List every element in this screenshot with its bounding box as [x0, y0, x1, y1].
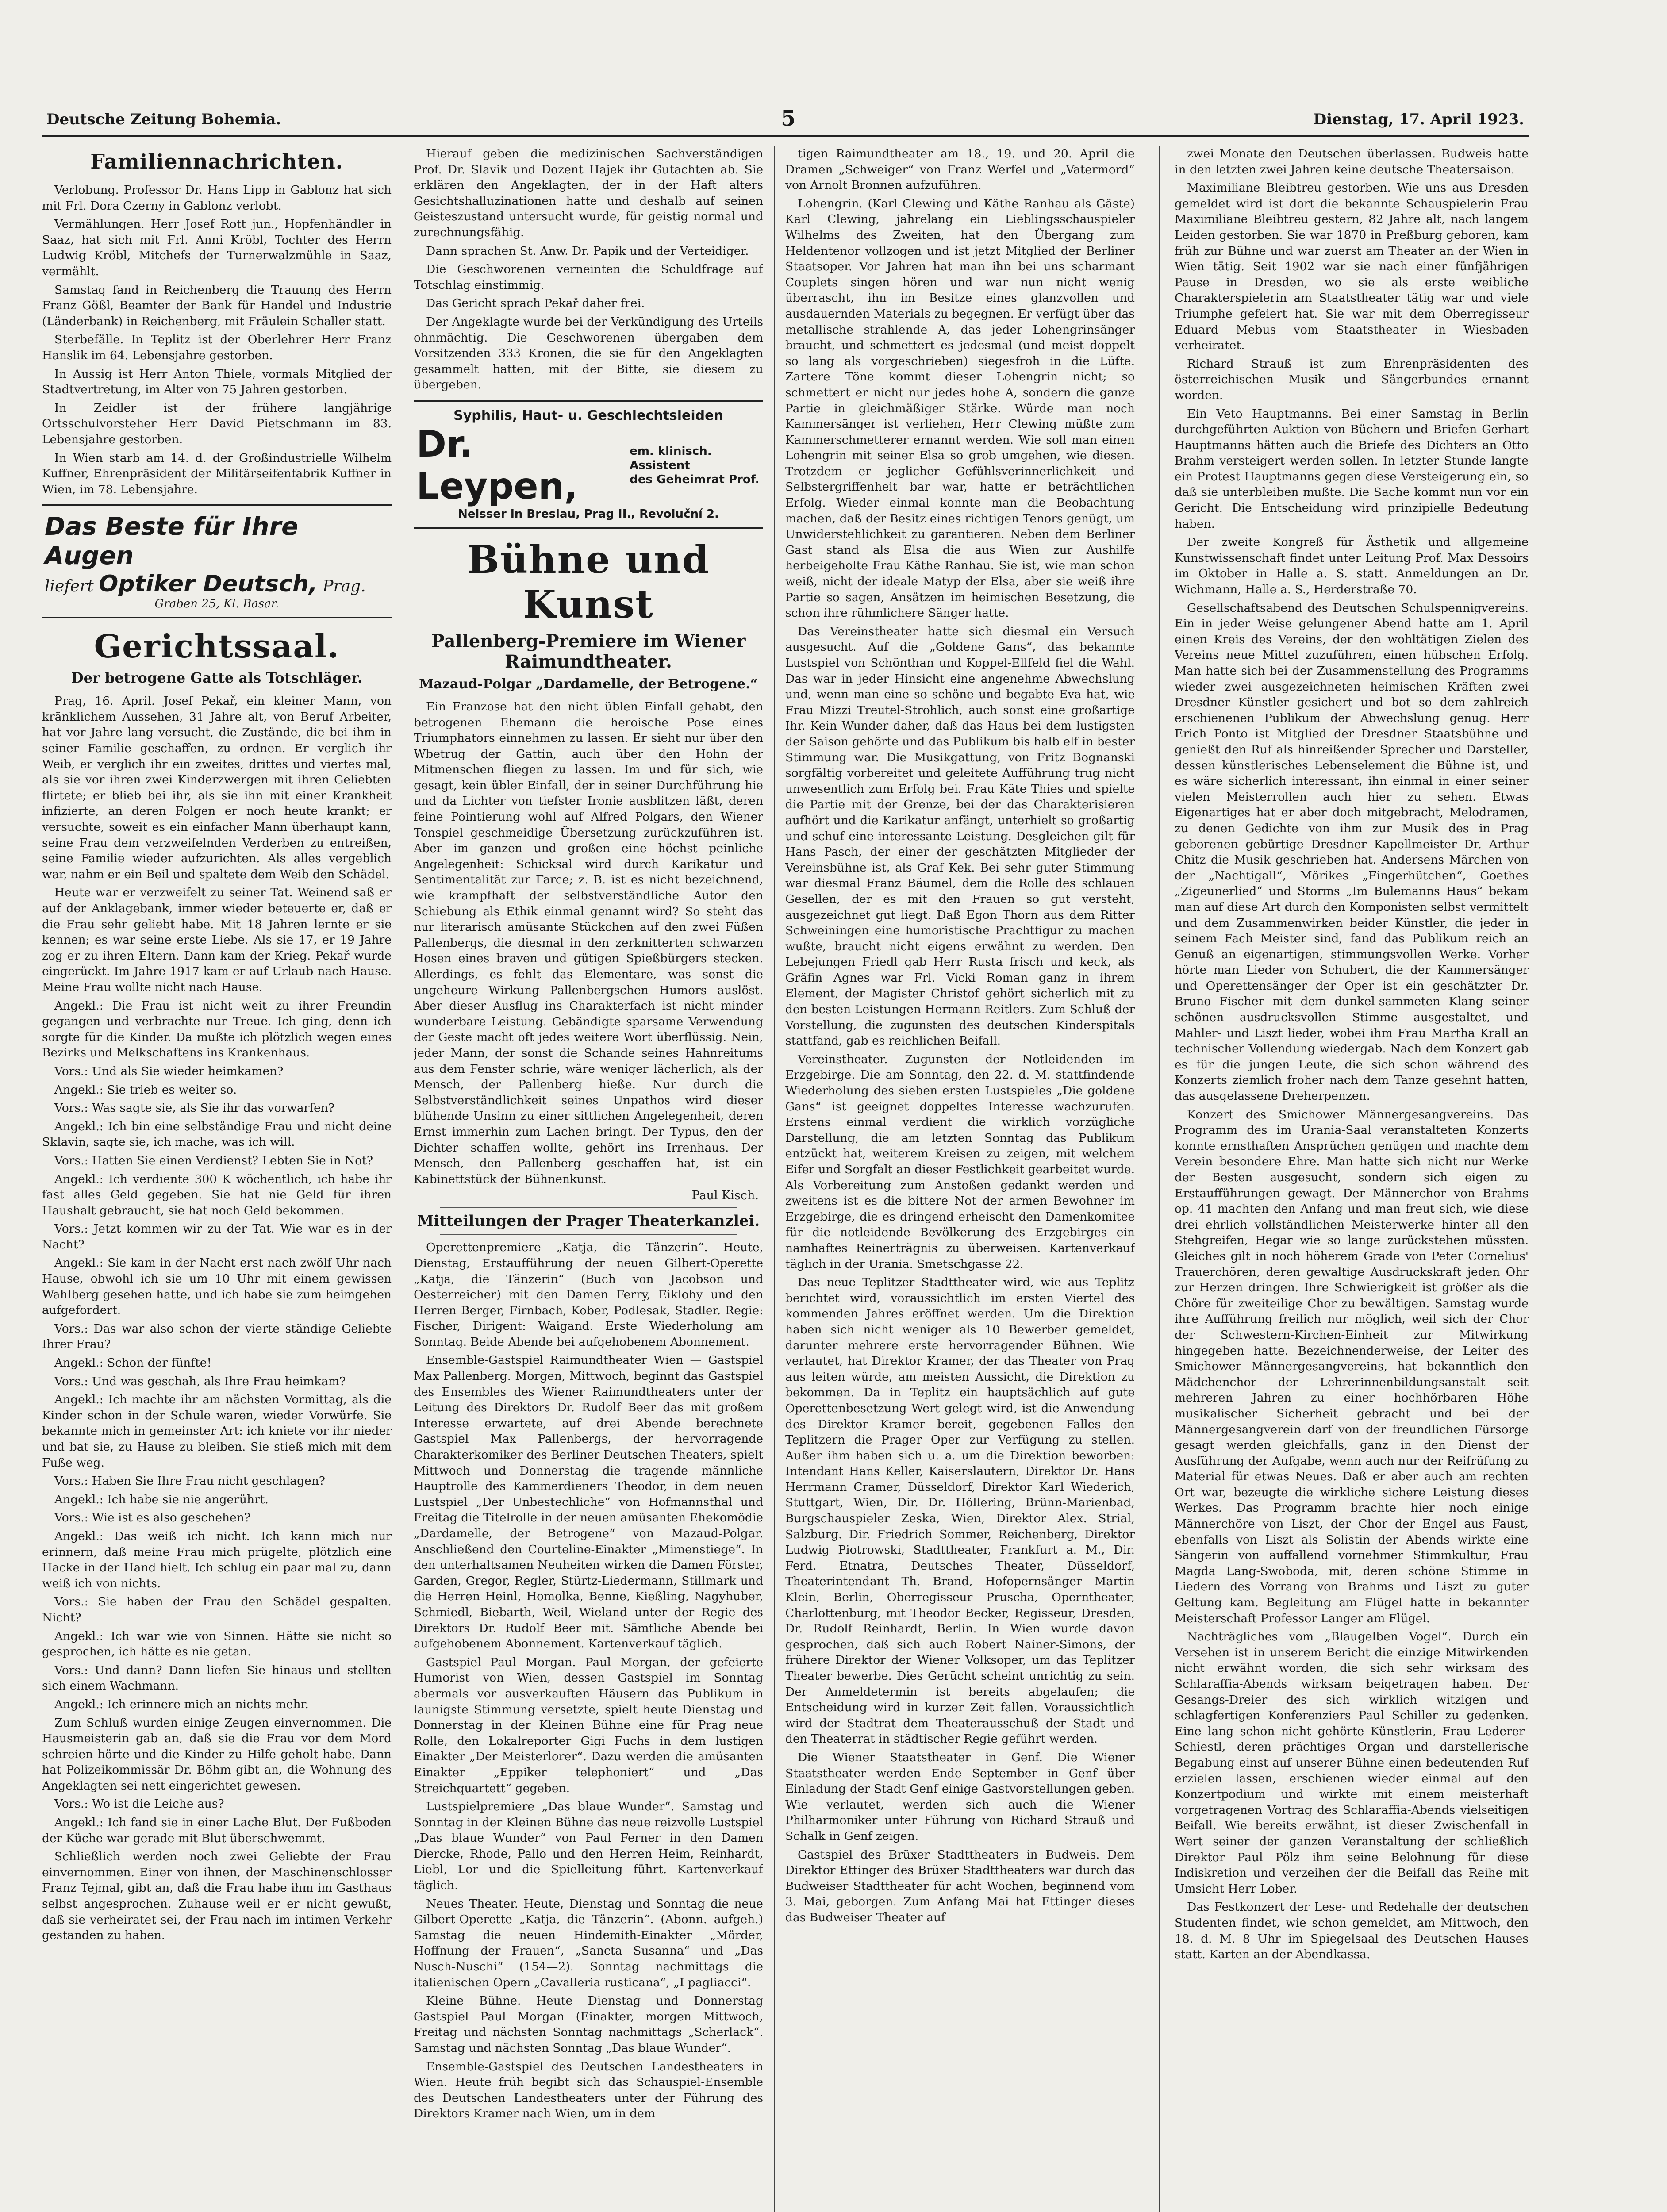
culture-news-item: Ein Veto Hauptmanns. Bei einer Samstag in Berlin durchgeführten Auktion von Büchern und Briefen Gerhart Hauptmanns hätten auch die Briefe des Dichters an Otto Brahm versteigert werden sollen. In letzter Stunde langte ein Protest Hauptmanns gegen diese Versteigerung ein, so daß sie unterbleiben mußte. Die Sache kommt nun vor ein Gericht. Die Entscheidung wird prinzipielle Bedeutung haben.	[1175, 407, 1529, 531]
column-3	[785, 146, 1135, 2212]
court-continued: Der Angeklagte wurde bei der Verkündigung des Urteils ohnmächtig. Die Geschworenen übergaben dem Vorsitzenden 333 Kronen, die sie für den Angeklagten gesammelt hatten, mit der Bitte, sie diesem zu übergeben.	[414, 315, 763, 392]
court-heading: Gerichtssaal.	[94, 627, 340, 665]
theater-notice: Operettenpremiere „Katja, die Tänzerin“. Heute, Dienstag, Erstaufführung der neuen Gilbert-Operette „Katja, die Tänzerin“ (Buch von Jacobson und Oesterreicher) mit den Damen Ferry, Eiklohy und den Herren Berger, Firnbach, Kober, Podlesak, Stadler. Regie: Fischer, Dirigent: Waigand. Erste Wiederholung am Sonntag. Beide Abende bei aufgehobenem Abonnement.	[414, 1240, 763, 1349]
theater-notice: Lustspielpremiere „Das blaue Wunder“. Samstag und Sonntag in der Kleinen Bühne das neue reizvolle Lustspiel „Das blaue Wunder“ von Paul Ferner in den Damen Diercke, Rhode, Pallo und den Herren Heim, Reinhardt, Liebl, Lor und die Spielleitung führt. Kartenverkauf täglich.	[414, 1800, 763, 1893]
court-paragraph: Angekl.: Die Frau ist nicht weit zu ihrer Freundin gegangen und verbrachte nur Treue. Ich ging, denn ich sorgte für die Kinder. Da mußte ich plötzlich wegen eines Bezirks und Melkschaftens ins Krankenhaus.	[42, 998, 392, 1060]
theater-article: Lohengrin. (Karl Clewing und Käthe Ranhau als Gäste) Karl Clewing, jahrelang ein Lieblingsschauspieler Wilhelms des Zweiten, hat den Übergang zum Heldentenor vollzogen und ist jetzt Mitglied der Berliner Staatsoper. Vor Jahren hat man ihn bei uns scharmant Couplets singen hören und war nun nicht wenig überrascht, ihn im Besitze eines glanzvollen und ausdauernden Materials zu begegnen. Er verfügt über das metallische strahlende A, das jeder Lohengrinsänger braucht, und schmettert es jedesmal (und meist doppelt so lang als vorgeschrieben) siegesfroh in die Lüfte. Zartere Töne kommt dieser Lohengrin nicht; so schmettert er nicht nur jedes hohe A, sondern die ganze Partie in gleichmäßiger Stärke. Würde man noch Kammersänger ist verliehen, Herr Clewing müßte zum Kammerschmetterer ernannt werden. Wie soll man einen Lohengrin mit seiner Elsa so grob umgehen, wie diesen. Trotzdem er jeglicher Gefühlsverinnerlichkeit und Selbstergriffenheit bar war, hatte er beträchtlichen Erfolg. Wieder einmal konnte man die Beobachtung machen, daß der Besitz eines richtigen Tenors genügt, um Unwiderstehlichkeit zu garantieren. Neben dem Berliner Gast stand als Elsa die aus Wien zur Aushilfe herbeigeholte Frau Käthe Ranhau. Sie ist, wie man schon weiß, nicht der ideale Matyp der Elsa, aber sie weiß ihre Partie so sagen, Ansätzen im heimischen Besetzung, die schon ihre rühmlichere Sänger hatte.	[785, 196, 1135, 620]
ad-address: Graben 25, Kl. Basar.	[154, 597, 279, 611]
culture-news-item: Konzert des Smichower Männergesangvereins. Das Programm des im Urania-Saal veranstalteten Konzerts konnte ernsthaften Ansprüchen genügen und machte dem Verein besondere Ehre. Man hatte sich nicht nur Werke der Besten ausgesucht, sondern sich eigen zu Erstaufführungen gewagt. Der Männerchor von Brahms op. 41 machten den Anfang und man freut sich, wie diese drei ehrlich vollständlichen Meisterwerke hinter all den Stehgreifen, Hegar wie so lange zurückstehen müssten. Gleiches gilt in noch höherem Grade von Peter Cornelius' Trauerchören, deren gewaltige Ausdruckskraft jeden Ohr zur Herzen dringen. Ihre Schwierigkeit ist größer als die Chöre für zweiteilige Chor zu bewältigen. Samstag wurde ihre Aufführung freilich nur möglich, weil sich der Chor der Schwestern-Kirchen-Einheit zur Mitwirkung hingegeben hatte. Bezeichnenderweise, der Leiter des Smichower Männergesangvereins, hat bekanntlich den Mädchenchor der Lehrerinnenbildungsanstalt seit mehreren Jahren zu einer hochhörbaren Höhe musikalischer Sicherheit gebracht und bei der Männergesangverein darf von der freundlichen Fürsorge gesagt werden gleichfalls, ganz in den Dienst der Ausführung der Aufgabe, wenn auch nur der Reifrüfung zu Material für etwas Neues. Daß er aber auch am rechten Ort war, bezeugte die wirkliche sichere Leistung dieses Werkes. Das Programm brachte hier noch einige Männerchöre von Liszt, der Chor der Engel aus Faust, ebenfalls von Liszt als Solistin der Abends wirkte eine Sängerin von auffallend vornehmer Stimmkultur, Frau Magda Lang-Swoboda, mit, deren schöne Stimme in Liedern des Vorrang von Brahms und Liszt zu guter Geltung kam. Begleitung am Flügel hatte in bekannter Meisterschaft Professor Langer am Flügel.	[1175, 1107, 1529, 1625]
family-news-item: In Zeidler ist der frühere langjährige Ortsschulvorsteher Herr David Pietschmann im 83. Lebensjahre gestorben.	[42, 401, 392, 446]
theater-notice: Kleine Bühne. Heute Dienstag und Donnerstag Gastspiel Paul Morgan (Einakter, morgen Mittwoch, Freitag und nächsten Sonntag nachmittags „Scherlack“. Samstag und nächsten Sonntag „Das blaue Wunder“.	[414, 1994, 763, 2055]
column-separator	[1159, 146, 1160, 2212]
theater-notice: Gastspiel Paul Morgan. Paul Morgan, der gefeierte Humorist von Wien, dessen Gastspiel im Sonntag abermals vor ausverkauften Häusern das Publikum in launigste Stimmung versetzte, spielt heute Dienstag und Donnerstag in der Kleinen Bühne eine für Prag neue Rolle, den Lokalreporter Gigi Fuchs in dem lustigen Einakter „Der Meisterlorer“. Dazu werden die amüsanten Einakter „Eppiker telephoniert“ und „Das Streichquartett“ gegeben.	[414, 1655, 763, 1795]
ad-headline: Das Beste für Ihre Augen	[45, 512, 298, 571]
court-paragraph: Vors.: Und dann? Dann liefen Sie hinaus und stellten sich einem Wachmann.	[42, 1663, 392, 1693]
premiere-review: Ein Franzose hat den nicht üblen Einfall gehabt, den betrogenen Ehemann die heroische Pose eines Triumphators einnehmen zu lassen. Er sieht nur über den Wbetrug der Gattin, auch über den Hohn der Mitmenschen fliegen zu lassen. Im und für sich, wie gesagt, kein übler Einfall, der in seiner Durchführung hie und da Lichter von tiefster Ironie ausblitzen läßt, deren feine Pointierung wohl auf Alfred Polgars, den Wiener Tonspiel geschmeidige Übersetzung zurückzuführen ist. Aber im ganzen und großen eine höchst peinliche Angelegenheit: Schicksal wird durch Karikatur und Sentimentalität zur Farce; z. B. ist es nicht bezeichnend, wie krampfhaft der selbstverständliche Autor den Schiebung als Ethik einmal genannt wird? So steht das nur literarisch amüsante Stückchen auf den zwei Füßen Pallenbergs, die diesmal in den zerknitterten schwarzen Hosen eines braven und gütigen Spießbürgers stecken. Allerdings, es fehlt das Elementare, was sonst die ungeheure Wirkung Pallenbergschen Humors auslöst. Aber dieser Ausflug ins Charakterfach ist nicht minder wunderbare Leistung. Gebändigte sparsame Verwendung der Geste macht oft jedes weitere Wort überflüssig. Nein, jeder Mann, der sonst die Schande seines Hahnreitums aus dem Fenster schrie, wäre weniger lächerlich, als der Mensch, der Pallenberg hieße. Nur durch die Selbstverständlichkeit seines Unpathos wird dieser blühende Unsinn zu einer sittlichen Angelegenheit, deren Ernst immerhin zum Lachen bringt. Der Typus, den der Dichter schaffen wollte, gehört ins Irrenhaus. Der Mensch, den Pallenberg geschaffen hat, ist ein Kabinettstück der Bühnenkunst.	[414, 699, 763, 1186]
theater-article: Das Vereinstheater hatte sich diesmal ein Versuch ausgesucht. Auf die „Goldene Gans“, das bekannte Lustspiel von Schönthan und Koppel-Ellfeld fiel die Wahl. Das war in jeder Hinsicht eine angenehme Abwechslung und, wenn man eine so schöne und begabte Eva hat, wie Frau Mizzi Treutel-Strohlich, auch sonst eine großartige Ihr. Kein Wunder daher, daß das Haus bei dem lustigsten der Saison gehörte und das Publikum bis halb elf in bester Stimmung war. Die Musikgattung, von Fritz Bognanski sorgfältig vorbereitet und geleitete Aufführung trug nicht unwesentlich zum Erfolg bei. Frau Käte Thies und spielte die Partie mit der Grenze, bei der das Charakterisieren aufhört und die Karikatur anfängt, unterhielt so großartig und schuf eine interessante Leistung. Desgleichen gilt für Hans Pasch, der einer der geschätzten Mitglieder der Vereinsbühne ist, als Graf Kek. Bei sehr guter Stimmung war diesmal Franz Bäumel, dem die Rolle des schlauen Gesellen, der es mit den Frauen so gut versteht, ausgezeichnet gut liegt. Daß Egon Thorn aus dem Ritter Schweiningen eine humoristische Prachtfigur zu machen wußte, braucht nicht eigens erwähnt zu werden. Den Lebejungen Friedl gab Herr Rusta frisch und keck, als Gräfin Agnes war Frl. Vicki Roman ganz in ihrem Element, der Magister Christof gehört sicherlich mit zu den besten Leistungen Hermann Reitlers. Zum Schluß der Vorstellung, die zugunsten des deutschen Kinderspitals stattfand, gab es reichlichen Beifall.	[785, 624, 1135, 1048]
court-paragraph: Vors.: Wie ist es also geschehen?	[54, 1511, 251, 1525]
court-paragraph: Vors.: Jetzt kommen wir zu der Tat. Wie war es in der Nacht?	[42, 1222, 392, 1252]
court-paragraph: Angekl.: Ich war wie von Sinnen. Hätte sie nicht so gesprochen, ich hätte es nie getan.	[42, 1629, 392, 1659]
family-news-item: In Aussig ist Herr Anton Thiele, vormals Mitglied der Stadtvertretung, im Alter von 75 Jahren gestorben.	[42, 367, 392, 397]
court-continued: Die Geschworenen verneinten die Schuldfrage auf Totschlag einstimmig.	[414, 262, 763, 292]
culture-news-item: Nachträgliches vom „Blaugelben Vogel“. Durch ein Versehen ist in unserem Bericht die einzige Mitwirkenden nicht erwähnt worden, die sich sehr wirksam des Schlaraffia-Abends wirksam beigetragen haben. Der Gesangs-Dreier des sich wirklich witzigen und schlagfertigen Konferenziers Paul Schiller zu gedenken. Eine lang schon nicht gehörte Künstlerin, Frau Lederer-Schiestl, deren prächtiges Organ und darstellerische Begabung einst auf unserer Bühne einen bedeutenden Ruf erzielen lassen, erschienen wieder einmal auf den Konzertpodium und wirkte mit einem meisterhaft vorgetragenen Vortrag des Schlaraffia-Abends vielseitigen Beifall. Wie bereits erwähnt, ist dieser Zwischenfall in Wert seiner der ganzen Veranstaltung der schließlich Direktor Paul Pölz ihm seine Belohnung für diese Indiskretion und verzeihen der die Beifall das Reihe mit Umsicht Herr Lober.	[1175, 1630, 1529, 1896]
court-paragraph: Angekl.: Sie trieb es weiter so.	[54, 1083, 237, 1097]
premiere-subheading: Mazaud-Polgar „Dardamelle, der Betrogene.“	[419, 676, 758, 692]
issue-date: Dienstag, 17. April 1923.	[1313, 111, 1524, 128]
column-2	[414, 146, 763, 2212]
ad-pre: liefert	[45, 577, 94, 596]
family-news-item: Verlobung. Professor Dr. Hans Lipp in Gablonz hat sich mit Frl. Dora Czerny in Gablonz verlobt.	[42, 183, 392, 213]
court-paragraph: Vors.: Das war also schon der vierte ständige Geliebte Ihrer Frau?	[42, 1321, 392, 1352]
court-paragraph: Heute war er verzweifelt zu seiner Tat. Weinend saß er auf der Anklagebank, immer wieder beteuerte er, daß er die Frau sehr geliebt habe. Mit 18 Jahren lernte er sie kennen; es war seine erste Liebe. Als sie 17, er 19 Jahre zog er zu ihren Eltern. Dann kam der Krieg. Pekař wurde eingerückt. Im Jahre 1917 kam er auf Urlaub nach Hause. Meine Frau wollte nicht nach Hause.	[42, 886, 392, 994]
court-paragraph: Vors.: Sie haben der Frau den Schädel gespalten. Nicht?	[42, 1595, 392, 1624]
court-paragraph: Angekl.: Ich fand sie in einer Lache Blut. Der Fußboden der Küche war gerade mit Blut überschwemmt.	[42, 1816, 392, 1845]
theater-notice: Neues Theater. Heute, Dienstag und Sonntag die neue Gilbert-Operette „Katja, die Tänzerin“. (Abonn. aufgeh.) Samstag die neuen Hindemith-Einakter „Mörder, Hoffnung der Frauen“, „Sancta Susanna“ und „Das Nusch-Nuschi“ (154—2). Sonntag nachmittags die italienischen Opern „Cavalleria rusticana“, „I pagliacci“.	[414, 1897, 763, 1989]
family-news-item: In Wien starb am 14. d. der Großindustrielle Wilhelm Kuffner, Ehrenpräsident der Militärseifenfabrik Kuffner in Wien, im 78. Lebensjahre.	[42, 451, 392, 496]
section-divider	[440, 1234, 737, 1235]
ad-topic: Syphilis, Haut- u. Geschlechtsleiden	[453, 407, 723, 423]
ad-title-line-1: em. klinisch. Assistent	[630, 444, 712, 472]
court-paragraph: Angekl.: Ich erinnere mich an nichts mehr.	[54, 1697, 309, 1711]
review-signature: Paul Kisch.	[691, 1189, 759, 1203]
court-paragraph: Prag, 16. April. Josef Pekař, ein kleiner Mann, von kränklichem Aussehen, 31 Jahre alt, von Beruf Arbeiter, hat vor Jahre lang versucht, die Zustände, die bei ihm in seiner Familie geschaffen, zu ordnen. Er verglich ihr Weib, er verglich ihr ein zweites, drittes und viertes mal, als sie vor ihren zwei Kinderzwergen mit ihren Geliebten flirtete; er blieb bei ihr, als sie ihn mit einer Krankheit infizierte, an deren Folgen er noch heute krankt; er versuchte, soweit es ein einfacher Mann überhaupt kann, seine Frau dem verzweifelnden Verderben zu entreißen, seine Familie wieder aufzurichten. Als alles vergeblich war, nahm er ein Beil und spaltete dem Weib den Schädel.	[42, 694, 392, 881]
ad-city: Prag.	[323, 577, 366, 596]
ad-address: Neisser in Breslau, Prag II., Revoluční 2.	[458, 507, 719, 521]
court-continued: Hierauf geben die medizinischen Sachverständigen Prof. Dr. Slavik und Dozent Hajek ihr Gutachten ab. Sie erklären den Angeklagten, der in der Haft alters Gesichtshalluzinationen hatte und deshalb auf seinen Geisteszustand untersucht wurde, für geistig normal und zurechnungsfähig.	[414, 147, 763, 239]
court-paragraph: Angekl.: Ich machte ihr am nächsten Vormittag, als die Kinder schon in der Schule waren, wieder Vorwürfe. Sie bekannte mich in gemeinster Art: ich kniete vor ihr nieder und bat sie, zu Hause zu bleiben. Sie stieß mich mit dem Fuße weg.	[42, 1393, 392, 1470]
culture-news-item: Gesellschaftsabend des Deutschen Schulspennigvereins. Ein in jeder Weise gelungener Abend hatte am 1. April einen Kreis des Vereins, der den wohltätigen Zielen des Vereins neue Mittel zuzuführen, einen hübschen Erfolg. Man hatte sich bei der Zusammenstellung des Programms wieder zwei ausgezeichneten heimischen Kräften zwei Dresdner Künstler gesichert und bot so dem zahlreich erschienenen Publikum der Abwechslung genug. Herr Erich Ponto ist Mitglied der Dresdner Staatsbühne und genießt den Ruf als hinreißender Sprecher und Darsteller, dessen künstlerisches Lebenselement die Bühne ist, und es wäre sicherlich interessant, ihn einmal in einer seiner vielen Meisterrollen auch hier zu sehen. Etwas Eigenartiges hat er aber doch mitgebracht, Melodramen, zu denen Gedichte von ihm zur Musik des in Prag geborenen gebürtige Dresdner Kapellmeister Dr. Arthur Chitz die Musik geschrieben hat. Andersens Märchen von der „Nachtigall“, Mörikes „Fingerhütchen“, Goethes „Zigeunerlied“ und Storms „Im Bulemanns Haus“ bekam man auf diese Art durch den Komponisten selbst vermittelt und dem Zusammenwirken beider Künstler, die jeder in seinem Fach Meister sind, fand das Publikum reich an Genuß an eigenartigen, stimmungsvollen Werke. Vorher hörte man Lieder von Schubert, die der Kammersänger und Operettensänger der Oper ist ein geschätzter Dr. Bruno Fischer mit dem dunkel-sammeten Klang seiner schönen ausdrucksvollen Stimme ausgestaltet, und Mahler- und Liszt lieder, wobei ihm Frau Martha Krall an technischer Vollendung wiedergab. Nach dem Konzert gab es für die jungen Leute, die sich schon während des Konzerts ziemlich froher nach dem Tanze gesehnt hatten, das ausgelassene Dreherpenzen.	[1175, 601, 1529, 1103]
theater-article: tigen Raimundtheater am 18., 19. und 20. April die Dramen „Schweiger“ von Franz Werfel und „Vatermord“ von Arnolt Bronnen aufzuführen.	[785, 147, 1135, 192]
theater-notice: Ensemble-Gastspiel des Deutschen Landestheaters in Wien. Heute früh begibt sich das Schauspiel-Ensemble des Deutschen Landestheaters unter der Führung des Direktors Kramer nach Wien, um in dem	[414, 2059, 763, 2121]
theater-article: Gastspiel des Brüxer Stadttheaters in Budweis. Dem Direktor Ettinger des Brüxer Stadttheaters war durch das Budweiser Stadttheater für acht Wochen, beginnend vom 3. Mai, geborgen. Zum Anfang Mai hat Ettinger dieses das Budweiser Theater auf	[785, 1847, 1135, 1924]
column-separator	[774, 146, 775, 2212]
premiere-heading: Pallenberg-Premiere im Wiener Raimundtheater.	[431, 630, 746, 672]
ad-doctor-name: Dr. Leypen,	[416, 423, 578, 507]
theater-article: Vereinstheater. Zugunsten der Notleidenden im Erzgebirge. Die am Sonntag, den 22. d. M. stattfindende Wiederholung des sieben ersten Lustspieles „Die goldene Gans“ ist geeignet doppeltes Interesse wachzurufen. Erstens einmal verdient die wirklich vorzügliche Darstellung, die am letzten Sonntag das Publikum entzückt hat, weiterem Kreisen zu zeigen, mit welchem Eifer und Sorgfalt an dieser Festlichkeit gearbeitet wurde. Als Vorbereitung zum Anstoßen gedankt werden und zweitens ist es die bittere Not der armen Bewohner im Erzgebirge, die es dringend erheischt den Damenkomitee für die notleidende Bevölkerung des Erzgebirges ein namhaftes Reinerträgnis zu überweisen. Kartenverkauf täglich in der Urania. Smetschgasse 22.	[785, 1052, 1135, 1271]
ad-title-line-2: des Geheimrat Prof.	[630, 472, 760, 486]
stage-and-art-heading: Bühne und Kunst	[467, 537, 710, 627]
family-news-item: Vermählungen. Herr Josef Rott jun., Hopfenhändler in Saaz, hat sich mit Frl. Anni Kröbl, Tochter des Herrn Ludwig Kröbl, Mitchefs der Turnerwalzmühle in Saaz, vermählt.	[42, 217, 392, 278]
theater-article: Die Wiener Staatstheater in Genf. Die Wiener Staatstheater werden Ende September in Genf über Einladung der Stadt Genf einige Gastvorstellungen geben. Wie verlautet, werden sich auch die Wiener Philharmoniker unter Führung von Richard Strauß und Schalk in Genf zeigen.	[785, 1750, 1135, 1843]
page-number: 5	[781, 106, 796, 131]
optician-advertisement	[42, 504, 392, 618]
paper-title: Deutsche Zeitung Bohemia.	[46, 111, 281, 128]
court-paragraph: Vors.: Hatten Sie einen Verdienst? Lebten Sie in Not?	[54, 1153, 373, 1167]
court-paragraph: Zum Schluß wurden einige Zeugen einvernommen. Die Hausmeisterin gab an, daß sie die Frau vor dem Mord schreien hörte und die Kinder zu Hilfe geholt habe. Dann hat Polizeikommissär Dr. Böhm gibt an, die Wohnung des Angeklagten sei nett eingerichtet gewesen.	[42, 1716, 392, 1793]
theater-notice: Ensemble-Gastspiel Raimundtheater Wien — Gastspiel Max Pallenberg. Morgen, Mittwoch, beginnt das Gastspiel des Ensembles des Wiener Raimundtheaters unter der Leitung des Direktors Dr. Rudolf Beer das mit großem Interesse erwartete, auf drei Abende berechnete Gastspiel Max Pallenbergs, der hervorragende Charakterkomiker des Berliner Deutschen Theaters, spielt Mittwoch und Donnerstag die tragende männliche Hauptrolle des Kammerdieners Theodor, in dem neuen Lustspiel „Der Unbestechliche“ von Hofmannsthal und Freitag die Titelrolle in der neuen amüsanten Ehekomödie „Dardamelle, der Betrogene“ von Mazaud-Polgar. Anschließend den Courteline-Einakter „Mimenstiege“. In den unterhaltsamen Neuheiten wirken die Damen Förster, Garden, Gregor, Regler, Stürtz-Liedermann, Stillmark und die Herren Heinl, Homolka, Benne, Kießling, Nagyhuber, Schmiedl, Biebarth, Weil, Wieland unter der Regie des Direktors Dr. Rudolf Beer mit. Sämtliche Abende bei aufgehobenem Abonnement. Kartenverkauf täglich.	[414, 1353, 763, 1651]
column-4	[1175, 146, 1529, 2212]
court-paragraph: Vors.: Haben Sie Ihre Frau nicht geschlagen?	[54, 1474, 326, 1488]
culture-news-item: Maximiliane Bleibtreu gestorben. Wie uns aus Dresden gemeldet wird ist dort die bekannte Schauspielerin Frau Maximiliane Bleibtreu gestern, 82 Jahre alt, nach langem Leiden gestorben. Sie war 1870 in Preßburg geboren, kam früh zur Bühne und war zuerst am Theater an der Wien in Wien tätig. Seit 1902 war sie nach einer fünfjährigen Pause in Dresden, wo sie als erste weibliche Charakterspielerin am Staatstheater tätig war und viele Triumphe gefeiert hat. Sie war mit dem Oberregisseur Eduard Mebus vom Staatstheater in Wiesbaden verheiratet.	[1175, 181, 1529, 353]
page-header	[46, 106, 1524, 133]
newspaper-page	[42, 106, 1529, 2212]
section-divider	[440, 1207, 737, 1208]
court-paragraph: Angekl.: Schon der fünfte!	[54, 1356, 212, 1370]
court-continued: Dann sprachen St. Anw. Dr. Papik und der Verteidiger.	[426, 244, 749, 258]
court-paragraph: Angekl.: Sie kam in der Nacht erst nach zwölf Uhr nach Hause, obwohl ich sie um 10 Uhr mit einem gewissen Wahlberg gesehen hatte, und ich habe sie zum heimgehen aufgefordert.	[42, 1256, 392, 1317]
court-paragraph: Schließlich werden noch zwei Geliebte der Frau einvernommen. Einer von ihnen, der Maschinenschlosser Franz Tejmal, gibt an, daß die Frau habe ihm im Gasthaus selbst angesprochen. Zuhause weil er er nicht gewußt, daß sie verheiratet sei, der Frau nach im intimen Verkehr gestanden zu haben.	[42, 1850, 392, 1943]
court-paragraph: Vors.: Wo ist die Leiche aus?	[54, 1797, 224, 1811]
family-news-item: Sterbefälle. In Teplitz ist der Oberlehrer Herr Franz Hanslik im 64. Lebensjahre gestorben.	[42, 333, 392, 362]
court-subheading: Der betrogene Gatte als Totschläger.	[71, 669, 363, 687]
court-paragraph: Angekl.: Das weiß ich nicht. Ich kann mich nur erinnern, daß meine Frau mich prügelte, plötzlich eine Hacke in der Hand hielt. Ich schlug ein paar mal zu, dann weiß ich von nichts.	[42, 1529, 392, 1590]
family-news-heading: Familiennachrichten.	[90, 150, 343, 173]
header-rule	[42, 135, 1529, 137]
column-1	[42, 146, 392, 2212]
culture-news-item: Das Festkonzert der Lese- und Redehalle der deutschen Studenten findet, wie schon gemeldet, am Mittwoch, den 18. d. M. 8 Uhr im Spiegelsaal des Deutschen Hauses statt. Karten an der Abendkassa.	[1175, 1900, 1529, 1962]
doctor-advertisement	[414, 400, 763, 529]
ad-company: Optiker Deutsch,	[99, 571, 318, 598]
court-paragraph: Angekl.: Ich bin eine selbständige Frau und nicht deine Sklavin, sagte sie, ich mache, was ich will.	[42, 1119, 392, 1149]
court-paragraph: Angekl.: Ich verdiente 300 K wöchentlich, ich habe ihr fast alles Geld gegeben. Sie hat nie Geld für ihren Haushalt gebraucht, sie hat noch Geld bekommen.	[42, 1172, 392, 1217]
court-continued: Das Gericht sprach Pekař daher frei.	[426, 296, 645, 311]
family-news-item: Samstag fand in Reichenberg die Trauung des Herrn Franz Gößl, Beamter der Bank für Handel und Industrie (Länderbank) in Reichenberg, mit Fräulein Schaller statt.	[42, 283, 392, 328]
culture-news-item: Richard Strauß ist zum Ehrenpräsidenten des österreichischen Musik- und Sängerbundes ernannt worden.	[1175, 357, 1529, 402]
court-paragraph: Vors.: Was sagte sie, als Sie ihr das vorwarfen?	[54, 1101, 335, 1115]
court-paragraph: Angekl.: Ich habe sie nie angerührt.	[54, 1492, 269, 1506]
culture-news-item: zwei Monate den Deutschen überlassen. Budweis hatte in den letzten zwei Jahren keine deutsche Theatersaison.	[1175, 147, 1529, 177]
theater-office-heading: Mitteilungen der Prager Theaterkanzlei.	[417, 1212, 760, 1230]
theater-article: Das neue Teplitzer Stadttheater wird, wie aus Teplitz berichtet wird, voraussichtlich im ersten Viertel des kommenden Jahres eröffnet werden. Um die Direktion haben sich nicht weniger als 10 Bewerber gemeldet, darunter mehrere erste hervorragender Bühnen. Wie verlautet, hat Direktor Kramer, der das Theater von Prag aus leiten würde, am meisten Aussicht, die Direktion zu bekommen. Da in Teplitz ein hauptsächlich auf gute Operettenbesetzung Wert gelegt wird, ist die Anwendung des Direktor Kramer bereit, gegebenen Falles den Teplitzern die Prager Oper zur Verfügung zu stellen. Außer ihm haben sich u. a. um die Direktion beworben: Intendant Hans Keller, Kaiserslautern, Direktor Dr. Hans Herrmann Cramer, Düsseldorf, Direktor Karl Wiederich, Stuttgart, Wien, Dir. Dr. Höllering, Brünn-Marienbad, Burgschauspieler Zeska, Wien, Direktor Alex. Strial, Salzburg. Dir. Friedrich Sommer, Reichenberg, Direktor Ludwig Piotrowski, Stadttheater, Frankfurt a. M., Dir. Ferd. Etnatra, Deutsches Theater, Düsseldorf, Theaterintendant Th. Brand, Hofopernsänger Martin Klein, Berlin, Oberregisseur Pruscha, Operntheater, Charlottenburg, mit Theodor Becker, Regisseur, Dresden, Dr. Rudolf Reinhardt, Berlin. In Wien wurde davon gesprochen, daß sich auch Robert Nainer-Simons, der frühere Direktor der Wiener Volksoper, um das Teplitzer Theater bewerbe. Dies Gerücht scheint unrichtig zu sein. Der Anmeldetermin ist bereits abgelaufen; die Entscheidung wird in kurzer Zeit fallen. Voraussichtlich wird der Stadtrat dem Theaterausschuß der Stadt und den Theaterrat in städtischer Regie geführt werden.	[785, 1275, 1135, 1746]
court-paragraph: Vors.: Und als Sie wieder heimkamen?	[54, 1064, 284, 1078]
court-paragraph: Vors.: Und was geschah, als Ihre Frau heimkam?	[54, 1374, 346, 1388]
culture-news-item: Der zweite Kongreß für Ästhetik und allgemeine Kunstwissenschaft findet unter Leitung Prof. Max Dessoirs im Oktober in Halle a. S. statt. Anmeldungen an Dr. Wichmann, Halle a. S., Herderstraße 70.	[1175, 535, 1529, 597]
